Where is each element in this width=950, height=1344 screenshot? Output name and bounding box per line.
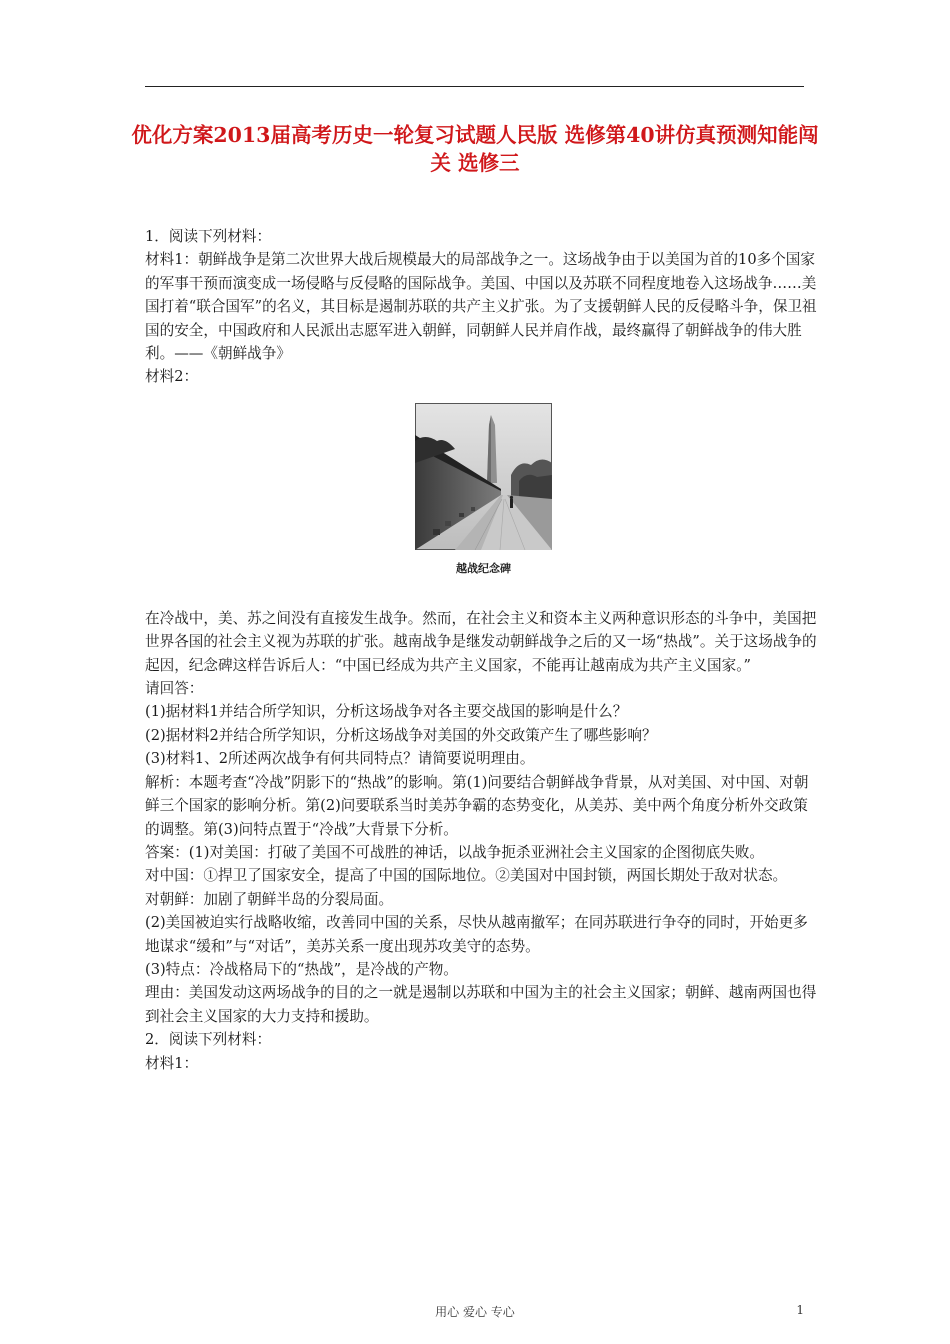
answer-2: (2)美国被迫实行战略收缩，改善同中国的关系，尽快从越南撤军；在同苏联进行争夺的同时，开始更多地谋求“缓和”与“对话”，美苏关系一度出现苏攻美守的态势。 xyxy=(145,914,808,955)
header-rule xyxy=(145,86,804,87)
answer-3-reason: 理由：美国发动这两场战争的目的之一就是遏制以苏联和中国为主的社会主义国家；朝鲜、越南两国也得到社会主义国家的大力支持和援助。 xyxy=(145,984,817,1025)
answer-1-us: 答案：(1)对美国：打破了美国不可战胜的神话，以战争扼杀亚洲社会主义国家的企图彻底失败。 xyxy=(145,843,765,861)
question-1-intro: 1．阅读下列材料： xyxy=(145,228,272,245)
page-number: 1 xyxy=(796,1303,804,1317)
footer-slogan: 用心 爱心 专心 xyxy=(435,1305,515,1319)
page-footer xyxy=(0,1303,950,1323)
sub-question-1: (1)据材料1并结合所学知识，分析这场战争对各主要交战国的影响是什么？ xyxy=(145,703,628,721)
material-2-text: 在冷战中，美、苏之间没有直接发生战争。然而，在社会主义和资本主义两种意识形态的斗争中，美国把世界各国的社会主义视为苏联的扩张。越南战争是继发动朝鲜战争之后的又一场“热战”。关于这场战争的起因，纪念碑这样告诉后人：“中国已经成为共产主义国家，不能再让越南成为共产主义国家。” xyxy=(145,609,817,674)
analysis: 解析：本题考查“冷战”阴影下的“热战”的影响。第(1)问要结合朝鲜战争背景，从对美国、对中国、对朝鲜三个国家的影响分析。第(2)问要联系当时美苏争霸的态势变化，从美苏、美中两个角度分析外交政策的调整。第(3)问特点置于“冷战”大背景下分析。 xyxy=(145,773,809,838)
answer-1-korea: 对朝鲜：加剧了朝鲜半岛的分裂局面。 xyxy=(145,890,394,908)
answer-1-china: 对中国：①捍卫了国家安全，提高了中国的国际地位。②美国对中国封锁，两国长期处于敌对状态。 xyxy=(145,867,788,885)
document-body xyxy=(145,225,817,1075)
document-title: 优化方案2013届高考历史一轮复习试题人民版 选修第40讲仿真预测知能闯关 选修三 xyxy=(131,123,819,175)
sub-question-2: (2)据材料2并结合所学知识，分析这场战争对美国的外交政策产生了哪些影响？ xyxy=(145,726,657,744)
question-2-material-1-label: 材料1： xyxy=(145,1054,199,1072)
material-2-label: 材料2： xyxy=(145,368,199,386)
ask-label: 请回答： xyxy=(145,680,204,698)
question-2-intro: 2．阅读下列材料： xyxy=(145,1031,272,1049)
answer-3: (3)特点：冷战格局下的“热战”，是冷战的产物。 xyxy=(145,960,458,978)
figure-caption: 越战纪念碑 xyxy=(456,561,511,575)
memorial-photo xyxy=(415,403,552,550)
material-1: 材料1：朝鲜战争是第二次世界大战后规模最大的局部战争之一。这场战争由于以美国为首的10多个国家的军事干预而演变成一场侵略与反侵略的国际战争。美国、中国以及苏联不同程度地卷入这场战争……美国打着“联合国军”的名义，其目标是遏制苏联的共产主义扩张。为了支援朝鲜人民的反侵略斗争，保卫祖国的安全，中国政府和人民派出志愿军进入朝鲜，同朝鲜人民并肩作战，最终赢得了朝鲜战争的伟大胜利。——《朝鲜战争》 xyxy=(145,251,817,363)
figure-vietnam-memorial xyxy=(145,399,817,583)
sub-question-3: (3)材料1、2所述两次战争有何共同特点？请简要说明理由。 xyxy=(145,750,535,768)
